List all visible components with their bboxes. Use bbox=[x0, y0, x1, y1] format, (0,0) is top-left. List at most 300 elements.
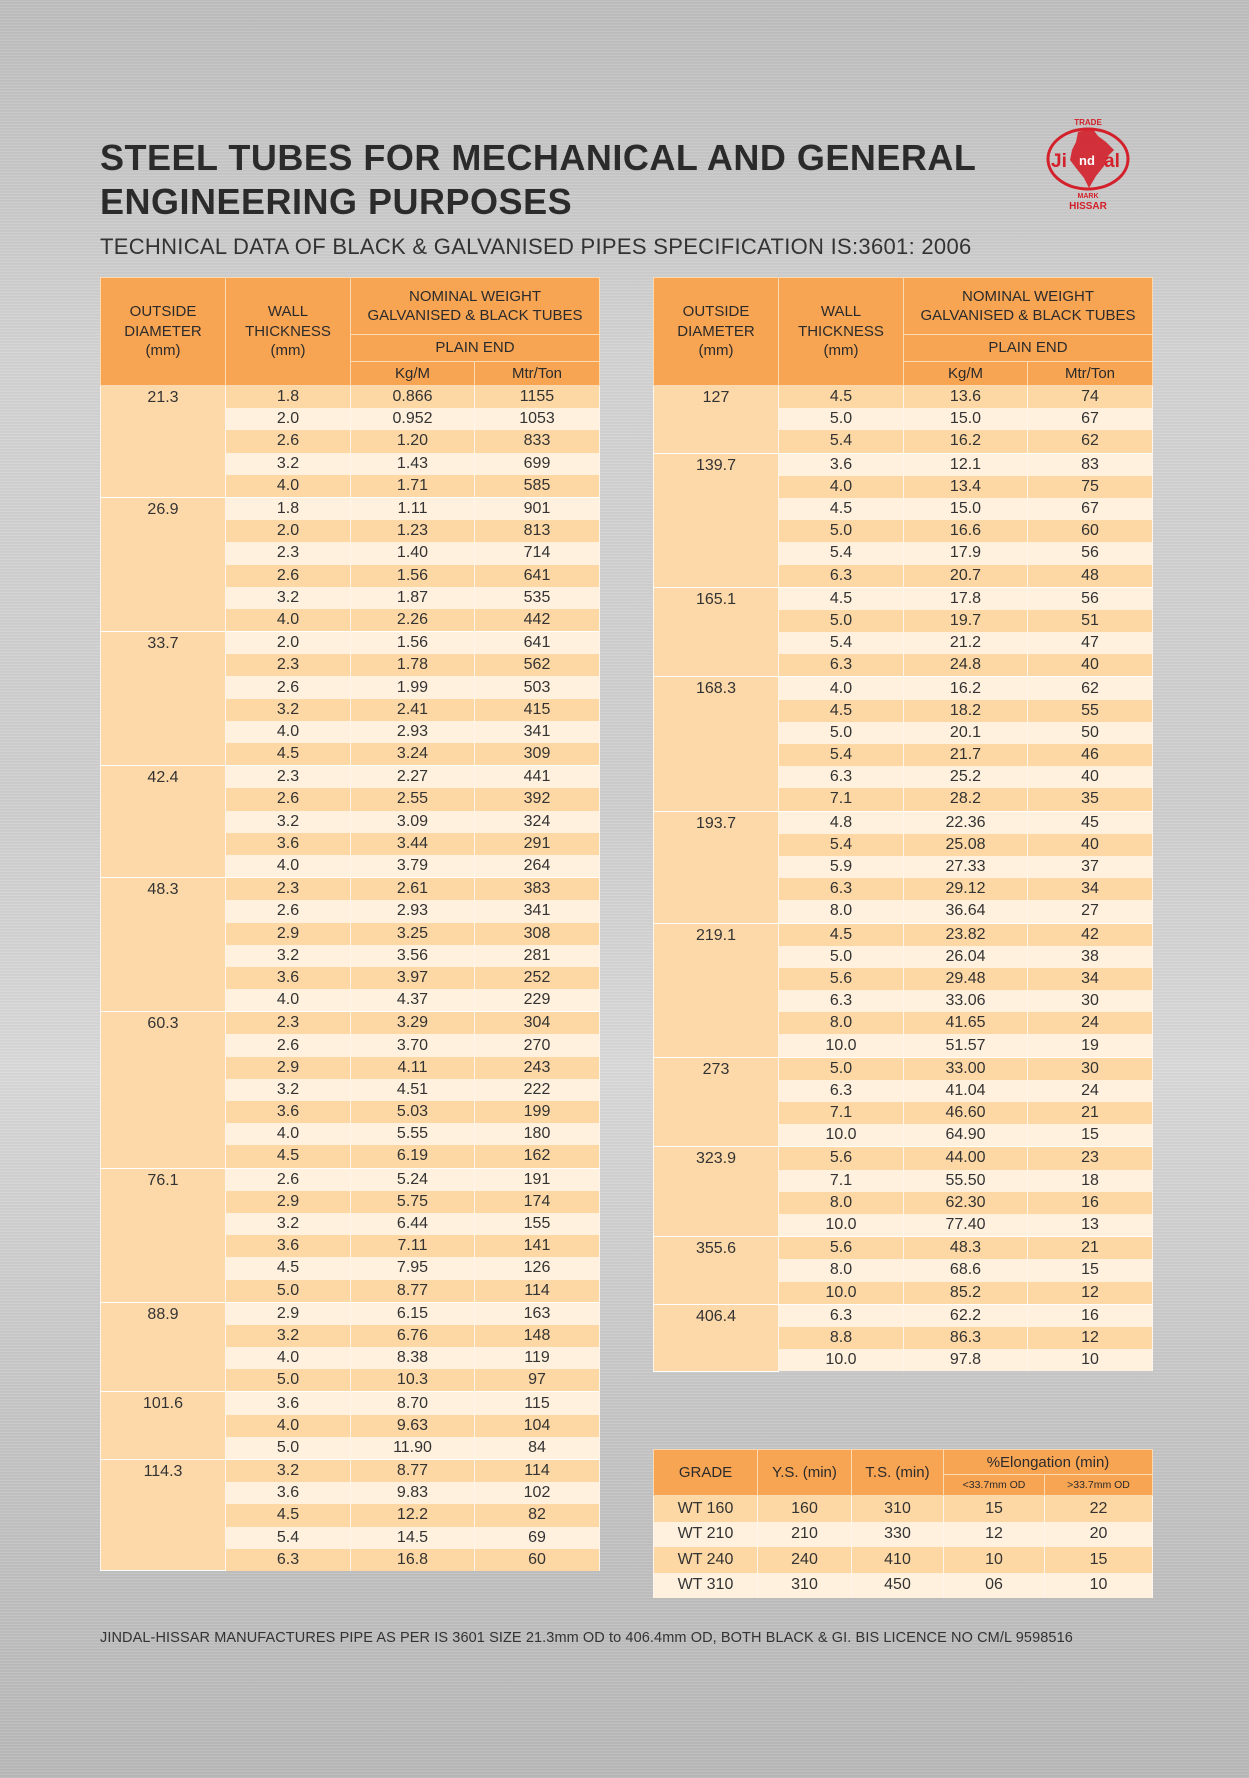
wall-thickness-cell: 4.0 bbox=[226, 855, 351, 878]
kg-per-m-cell: 3.97 bbox=[351, 967, 475, 989]
header-nominal-weight: NOMINAL WEIGHT GALVANISED & BLACK TUBES bbox=[351, 278, 600, 335]
header-wall-thickness: WALL THICKNESS (mm) bbox=[226, 278, 351, 386]
mtr-per-ton-cell: 104 bbox=[475, 1415, 600, 1437]
page-title bbox=[100, 136, 976, 224]
mtr-per-ton-cell: 1053 bbox=[475, 408, 600, 430]
mtr-per-ton-cell: 27 bbox=[1028, 900, 1153, 923]
kg-per-m-cell: 33.06 bbox=[904, 990, 1028, 1012]
header-plain-end: PLAIN END bbox=[904, 335, 1153, 362]
table-row bbox=[101, 497, 600, 520]
kg-per-m-cell: 33.00 bbox=[904, 1057, 1028, 1080]
mtr-per-ton-cell: 392 bbox=[475, 788, 600, 810]
wall-thickness-cell: 4.0 bbox=[226, 475, 351, 498]
mtr-per-ton-cell: 229 bbox=[475, 989, 600, 1012]
mtr-per-ton-cell: 34 bbox=[1028, 878, 1153, 900]
wall-thickness-cell: 5.6 bbox=[779, 1237, 904, 1260]
kg-per-m-cell: 12.2 bbox=[351, 1504, 475, 1526]
header-nominal-weight: NOMINAL WEIGHT GALVANISED & BLACK TUBES bbox=[904, 278, 1153, 335]
table-row bbox=[654, 1057, 1153, 1080]
kg-per-m-cell: 1.99 bbox=[351, 676, 475, 698]
mtr-per-ton-cell: 37 bbox=[1028, 856, 1153, 878]
mtr-per-ton-cell: 34 bbox=[1028, 968, 1153, 990]
table-row bbox=[101, 1302, 600, 1325]
mtr-per-ton-cell: 75 bbox=[1028, 476, 1153, 498]
wall-thickness-cell: 2.3 bbox=[226, 654, 351, 676]
kg-per-m-cell: 19.7 bbox=[904, 610, 1028, 632]
kg-per-m-cell: 20.7 bbox=[904, 565, 1028, 588]
page-subtitle: TECHNICAL DATA OF BLACK & GALVANISED PIPES SPECIFICATION IS:3601: 2006 bbox=[100, 234, 972, 259]
kg-per-m-cell: 97.8 bbox=[904, 1349, 1028, 1371]
mtr-per-ton-cell: 1155 bbox=[475, 386, 600, 409]
wall-thickness-cell: 2.6 bbox=[226, 430, 351, 452]
table-row bbox=[101, 632, 600, 655]
mtr-per-ton-cell: 19 bbox=[1028, 1034, 1153, 1057]
mtr-per-ton-cell: 341 bbox=[475, 721, 600, 743]
logo-trade-text: TRADE bbox=[1074, 118, 1102, 127]
kg-per-m-cell: 2.26 bbox=[351, 609, 475, 632]
header-elongation: %Elongation (min) bbox=[944, 1450, 1153, 1475]
outside-diameter-cell: 273 bbox=[654, 1057, 779, 1147]
tensile-strength-cell: 410 bbox=[852, 1547, 944, 1573]
kg-per-m-cell: 17.8 bbox=[904, 587, 1028, 610]
wall-thickness-cell: 5.9 bbox=[779, 856, 904, 878]
mtr-per-ton-cell: 441 bbox=[475, 766, 600, 789]
kg-per-m-cell: 51.57 bbox=[904, 1034, 1028, 1057]
yield-strength-cell: 160 bbox=[758, 1496, 852, 1522]
kg-per-m-cell: 29.12 bbox=[904, 878, 1028, 900]
kg-per-m-cell: 36.64 bbox=[904, 900, 1028, 923]
mtr-per-ton-cell: 40 bbox=[1028, 766, 1153, 788]
wall-thickness-cell: 3.6 bbox=[226, 833, 351, 855]
grade-cell: WT 210 bbox=[654, 1522, 758, 1548]
wall-thickness-cell: 10.0 bbox=[779, 1034, 904, 1057]
wall-thickness-cell: 2.0 bbox=[226, 408, 351, 430]
mtr-per-ton-cell: 222 bbox=[475, 1079, 600, 1101]
outside-diameter-cell: 101.6 bbox=[101, 1392, 226, 1460]
wall-thickness-cell: 2.3 bbox=[226, 542, 351, 564]
table-row bbox=[654, 1304, 1153, 1327]
kg-per-m-cell: 6.44 bbox=[351, 1213, 475, 1235]
table-row bbox=[654, 1496, 1153, 1522]
header-kg-per-m: Kg/M bbox=[351, 362, 475, 386]
wall-thickness-cell: 3.2 bbox=[226, 699, 351, 721]
header-mtr-per-ton: Mtr/Ton bbox=[475, 362, 600, 386]
mtr-per-ton-cell: 270 bbox=[475, 1034, 600, 1056]
left-pipe-table bbox=[100, 277, 600, 1571]
kg-per-m-cell: 2.27 bbox=[351, 766, 475, 789]
kg-per-m-cell: 3.79 bbox=[351, 855, 475, 878]
mtr-per-ton-cell: 102 bbox=[475, 1482, 600, 1504]
wall-thickness-cell: 10.0 bbox=[779, 1349, 904, 1371]
table-row bbox=[654, 811, 1153, 834]
mtr-per-ton-cell: 562 bbox=[475, 654, 600, 676]
table-row bbox=[654, 453, 1153, 476]
kg-per-m-cell: 16.8 bbox=[351, 1549, 475, 1571]
kg-per-m-cell: 2.61 bbox=[351, 878, 475, 901]
wall-thickness-cell: 6.3 bbox=[779, 878, 904, 900]
mtr-per-ton-cell: 62 bbox=[1028, 430, 1153, 453]
mtr-per-ton-cell: 199 bbox=[475, 1101, 600, 1123]
kg-per-m-cell: 5.03 bbox=[351, 1101, 475, 1123]
wall-thickness-cell: 1.8 bbox=[226, 497, 351, 520]
kg-per-m-cell: 13.6 bbox=[904, 386, 1028, 409]
kg-per-m-cell: 3.09 bbox=[351, 811, 475, 833]
table-row bbox=[654, 1147, 1153, 1170]
kg-per-m-cell: 3.44 bbox=[351, 833, 475, 855]
mtr-per-ton-cell: 42 bbox=[1028, 923, 1153, 946]
wall-thickness-cell: 7.1 bbox=[779, 1170, 904, 1192]
kg-per-m-cell: 1.11 bbox=[351, 497, 475, 520]
wall-thickness-cell: 5.0 bbox=[779, 610, 904, 632]
wall-thickness-cell: 4.8 bbox=[779, 811, 904, 834]
wall-thickness-cell: 8.0 bbox=[779, 1012, 904, 1034]
kg-per-m-cell: 64.90 bbox=[904, 1124, 1028, 1147]
kg-per-m-cell: 1.78 bbox=[351, 654, 475, 676]
kg-per-m-cell: 26.04 bbox=[904, 946, 1028, 968]
outside-diameter-cell: 168.3 bbox=[654, 677, 779, 811]
wall-thickness-cell: 4.0 bbox=[226, 609, 351, 632]
kg-per-m-cell: 1.71 bbox=[351, 475, 475, 498]
kg-per-m-cell: 77.40 bbox=[904, 1214, 1028, 1237]
wall-thickness-cell: 2.9 bbox=[226, 1191, 351, 1213]
kg-per-m-cell: 8.77 bbox=[351, 1280, 475, 1303]
wall-thickness-cell: 10.0 bbox=[779, 1282, 904, 1305]
wall-thickness-cell: 4.5 bbox=[779, 386, 904, 409]
mtr-per-ton-cell: 30 bbox=[1028, 990, 1153, 1012]
kg-per-m-cell: 23.82 bbox=[904, 923, 1028, 946]
wall-thickness-cell: 3.2 bbox=[226, 811, 351, 833]
mtr-per-ton-cell: 126 bbox=[475, 1257, 600, 1279]
wall-thickness-cell: 3.6 bbox=[226, 1482, 351, 1504]
elongation-large-cell: 15 bbox=[1045, 1547, 1153, 1573]
kg-per-m-cell: 29.48 bbox=[904, 968, 1028, 990]
kg-per-m-cell: 1.56 bbox=[351, 565, 475, 587]
mtr-per-ton-cell: 12 bbox=[1028, 1282, 1153, 1305]
mtr-per-ton-cell: 82 bbox=[475, 1504, 600, 1526]
jindal-trademark-logo bbox=[1026, 116, 1154, 212]
kg-per-m-cell: 4.51 bbox=[351, 1079, 475, 1101]
elongation-small-cell: 06 bbox=[944, 1573, 1045, 1599]
wall-thickness-cell: 2.0 bbox=[226, 632, 351, 655]
table-row bbox=[101, 878, 600, 901]
mtr-per-ton-cell: 40 bbox=[1028, 834, 1153, 856]
outside-diameter-cell: 60.3 bbox=[101, 1012, 226, 1168]
wall-thickness-cell: 6.3 bbox=[779, 1304, 904, 1327]
table-row bbox=[101, 1392, 600, 1415]
wall-thickness-cell: 5.0 bbox=[779, 946, 904, 968]
wall-thickness-cell: 5.0 bbox=[779, 722, 904, 744]
grade-table bbox=[653, 1449, 1153, 1598]
wall-thickness-cell: 4.5 bbox=[226, 1257, 351, 1279]
mtr-per-ton-cell: 84 bbox=[475, 1437, 600, 1460]
mtr-per-ton-cell: 415 bbox=[475, 699, 600, 721]
wall-thickness-cell: 2.6 bbox=[226, 1034, 351, 1056]
kg-per-m-cell: 68.6 bbox=[904, 1259, 1028, 1281]
wall-thickness-cell: 7.1 bbox=[779, 788, 904, 811]
logo-brand-al: al bbox=[1104, 151, 1120, 172]
mtr-per-ton-cell: 119 bbox=[475, 1347, 600, 1369]
grade-table-body bbox=[654, 1496, 1153, 1599]
kg-per-m-cell: 8.38 bbox=[351, 1347, 475, 1369]
outside-diameter-cell: 33.7 bbox=[101, 632, 226, 766]
outside-diameter-cell: 76.1 bbox=[101, 1168, 226, 1302]
mtr-per-ton-cell: 40 bbox=[1028, 654, 1153, 677]
mtr-per-ton-cell: 46 bbox=[1028, 744, 1153, 766]
kg-per-m-cell: 9.63 bbox=[351, 1415, 475, 1437]
mtr-per-ton-cell: 341 bbox=[475, 900, 600, 922]
mtr-per-ton-cell: 174 bbox=[475, 1191, 600, 1213]
mtr-per-ton-cell: 699 bbox=[475, 453, 600, 475]
wall-thickness-cell: 4.0 bbox=[226, 1415, 351, 1437]
elongation-large-cell: 20 bbox=[1045, 1522, 1153, 1548]
wall-thickness-cell: 3.6 bbox=[226, 1101, 351, 1123]
mtr-per-ton-cell: 51 bbox=[1028, 610, 1153, 632]
wall-thickness-cell: 10.0 bbox=[779, 1124, 904, 1147]
kg-per-m-cell: 15.0 bbox=[904, 498, 1028, 520]
outside-diameter-cell: 139.7 bbox=[654, 453, 779, 587]
footer-note: JINDAL-HISSAR MANUFACTURES PIPE AS PER IS 3601 SIZE 21.3mm OD to 406.4mm OD, BOTH BLACK & GI. BIS LICENCE NO CM/L 9598516 bbox=[100, 1630, 1073, 1646]
kg-per-m-cell: 1.20 bbox=[351, 430, 475, 452]
header-grade: GRADE bbox=[654, 1450, 758, 1496]
mtr-per-ton-cell: 23 bbox=[1028, 1147, 1153, 1170]
wall-thickness-cell: 8.0 bbox=[779, 1259, 904, 1281]
wall-thickness-cell: 4.5 bbox=[226, 1145, 351, 1168]
wall-thickness-cell: 4.5 bbox=[226, 743, 351, 766]
wall-thickness-cell: 6.3 bbox=[779, 766, 904, 788]
mtr-per-ton-cell: 38 bbox=[1028, 946, 1153, 968]
outside-diameter-cell: 114.3 bbox=[101, 1460, 226, 1571]
mtr-per-ton-cell: 535 bbox=[475, 587, 600, 609]
header-elongation-small-od: <33.7mm OD bbox=[944, 1475, 1045, 1496]
kg-per-m-cell: 22.36 bbox=[904, 811, 1028, 834]
table-row bbox=[654, 677, 1153, 700]
header-plain-end: PLAIN END bbox=[351, 335, 600, 362]
kg-per-m-cell: 4.11 bbox=[351, 1057, 475, 1079]
mtr-per-ton-cell: 585 bbox=[475, 475, 600, 498]
wall-thickness-cell: 5.0 bbox=[226, 1437, 351, 1460]
wall-thickness-cell: 5.6 bbox=[779, 1147, 904, 1170]
kg-per-m-cell: 62.30 bbox=[904, 1192, 1028, 1214]
outside-diameter-cell: 165.1 bbox=[654, 587, 779, 677]
wall-thickness-cell: 10.0 bbox=[779, 1214, 904, 1237]
outside-diameter-cell: 88.9 bbox=[101, 1302, 226, 1392]
wall-thickness-cell: 4.5 bbox=[779, 923, 904, 946]
mtr-per-ton-cell: 281 bbox=[475, 945, 600, 967]
yield-strength-cell: 210 bbox=[758, 1522, 852, 1548]
mtr-per-ton-cell: 13 bbox=[1028, 1214, 1153, 1237]
wall-thickness-cell: 4.0 bbox=[226, 989, 351, 1012]
kg-per-m-cell: 5.75 bbox=[351, 1191, 475, 1213]
kg-per-m-cell: 6.15 bbox=[351, 1302, 475, 1325]
mtr-per-ton-cell: 309 bbox=[475, 743, 600, 766]
wall-thickness-cell: 3.2 bbox=[226, 945, 351, 967]
mtr-per-ton-cell: 24 bbox=[1028, 1080, 1153, 1102]
kg-per-m-cell: 2.55 bbox=[351, 788, 475, 810]
mtr-per-ton-cell: 304 bbox=[475, 1012, 600, 1035]
logo-city-text: HISSAR bbox=[1069, 201, 1107, 212]
kg-per-m-cell: 5.24 bbox=[351, 1168, 475, 1191]
wall-thickness-cell: 4.0 bbox=[226, 721, 351, 743]
mtr-per-ton-cell: 56 bbox=[1028, 542, 1153, 564]
mtr-per-ton-cell: 114 bbox=[475, 1460, 600, 1483]
title-line-1: STEEL TUBES FOR MECHANICAL AND GENERAL bbox=[100, 137, 977, 178]
wall-thickness-cell: 2.3 bbox=[226, 766, 351, 789]
grade-cell: WT 310 bbox=[654, 1573, 758, 1599]
wall-thickness-cell: 4.5 bbox=[779, 700, 904, 722]
mtr-per-ton-cell: 324 bbox=[475, 811, 600, 833]
mtr-per-ton-cell: 114 bbox=[475, 1280, 600, 1303]
kg-per-m-cell: 0.952 bbox=[351, 408, 475, 430]
table-row bbox=[654, 1522, 1153, 1548]
kg-per-m-cell: 25.08 bbox=[904, 834, 1028, 856]
wall-thickness-cell: 2.9 bbox=[226, 923, 351, 945]
mtr-per-ton-cell: 383 bbox=[475, 878, 600, 901]
kg-per-m-cell: 44.00 bbox=[904, 1147, 1028, 1170]
wall-thickness-cell: 2.6 bbox=[226, 900, 351, 922]
wall-thickness-cell: 6.3 bbox=[779, 654, 904, 677]
yield-strength-cell: 240 bbox=[758, 1547, 852, 1573]
kg-per-m-cell: 16.6 bbox=[904, 520, 1028, 542]
wall-thickness-cell: 5.0 bbox=[226, 1280, 351, 1303]
wall-thickness-cell: 3.6 bbox=[226, 1392, 351, 1415]
mtr-per-ton-cell: 60 bbox=[475, 1549, 600, 1571]
wall-thickness-cell: 5.4 bbox=[779, 542, 904, 564]
logo-brand-nd: nd bbox=[1079, 153, 1095, 168]
table-row bbox=[654, 386, 1153, 409]
tensile-strength-cell: 450 bbox=[852, 1573, 944, 1599]
outside-diameter-cell: 193.7 bbox=[654, 811, 779, 923]
mtr-per-ton-cell: 83 bbox=[1028, 453, 1153, 476]
outside-diameter-cell: 48.3 bbox=[101, 878, 226, 1012]
wall-thickness-cell: 6.3 bbox=[779, 1080, 904, 1102]
header-elongation-large-od: >33.7mm OD bbox=[1045, 1475, 1153, 1496]
kg-per-m-cell: 9.83 bbox=[351, 1482, 475, 1504]
kg-per-m-cell: 24.8 bbox=[904, 654, 1028, 677]
kg-per-m-cell: 3.25 bbox=[351, 923, 475, 945]
title-line-2: ENGINEERING PURPOSES bbox=[100, 181, 573, 222]
table-row bbox=[654, 1573, 1153, 1599]
table-row bbox=[101, 1460, 600, 1483]
mtr-per-ton-cell: 901 bbox=[475, 497, 600, 520]
kg-per-m-cell: 6.76 bbox=[351, 1325, 475, 1347]
kg-per-m-cell: 41.04 bbox=[904, 1080, 1028, 1102]
wall-thickness-cell: 4.5 bbox=[226, 1504, 351, 1526]
mtr-per-ton-cell: 12 bbox=[1028, 1327, 1153, 1349]
kg-per-m-cell: 85.2 bbox=[904, 1282, 1028, 1305]
kg-per-m-cell: 1.87 bbox=[351, 587, 475, 609]
wall-thickness-cell: 3.2 bbox=[226, 1325, 351, 1347]
table-row bbox=[654, 1547, 1153, 1573]
table-row bbox=[101, 1168, 600, 1191]
kg-per-m-cell: 13.4 bbox=[904, 476, 1028, 498]
mtr-per-ton-cell: 714 bbox=[475, 542, 600, 564]
wall-thickness-cell: 8.0 bbox=[779, 1192, 904, 1214]
wall-thickness-cell: 4.0 bbox=[226, 1123, 351, 1145]
wall-thickness-cell: 2.3 bbox=[226, 878, 351, 901]
wall-thickness-cell: 5.0 bbox=[779, 1057, 904, 1080]
outside-diameter-cell: 42.4 bbox=[101, 766, 226, 878]
tensile-strength-cell: 330 bbox=[852, 1522, 944, 1548]
table-row bbox=[101, 766, 600, 789]
mtr-per-ton-cell: 67 bbox=[1028, 408, 1153, 430]
elongation-small-cell: 10 bbox=[944, 1547, 1045, 1573]
mtr-per-ton-cell: 264 bbox=[475, 855, 600, 878]
wall-thickness-cell: 5.4 bbox=[779, 834, 904, 856]
wall-thickness-cell: 5.4 bbox=[226, 1527, 351, 1549]
wall-thickness-cell: 5.6 bbox=[779, 968, 904, 990]
mtr-per-ton-cell: 15 bbox=[1028, 1259, 1153, 1281]
kg-per-m-cell: 3.24 bbox=[351, 743, 475, 766]
wall-thickness-cell: 4.0 bbox=[779, 677, 904, 700]
wall-thickness-cell: 3.6 bbox=[779, 453, 904, 476]
wall-thickness-cell: 6.3 bbox=[226, 1549, 351, 1571]
mtr-per-ton-cell: 48 bbox=[1028, 565, 1153, 588]
wall-thickness-cell: 3.2 bbox=[226, 453, 351, 475]
wall-thickness-cell: 2.0 bbox=[226, 520, 351, 542]
wall-thickness-cell: 4.0 bbox=[779, 476, 904, 498]
outside-diameter-cell: 127 bbox=[654, 386, 779, 454]
kg-per-m-cell: 2.93 bbox=[351, 900, 475, 922]
wall-thickness-cell: 2.6 bbox=[226, 565, 351, 587]
wall-thickness-cell: 5.4 bbox=[779, 632, 904, 654]
wall-thickness-cell: 5.0 bbox=[226, 1369, 351, 1392]
kg-per-m-cell: 1.43 bbox=[351, 453, 475, 475]
grade-cell: WT 160 bbox=[654, 1496, 758, 1522]
outside-diameter-cell: 355.6 bbox=[654, 1237, 779, 1305]
table-row bbox=[654, 923, 1153, 946]
header-yield-strength: Y.S. (min) bbox=[758, 1450, 852, 1496]
header-tensile-strength: T.S. (min) bbox=[852, 1450, 944, 1496]
wall-thickness-cell: 5.4 bbox=[779, 430, 904, 453]
kg-per-m-cell: 8.77 bbox=[351, 1460, 475, 1483]
mtr-per-ton-cell: 45 bbox=[1028, 811, 1153, 834]
tensile-strength-cell: 310 bbox=[852, 1496, 944, 1522]
kg-per-m-cell: 0.866 bbox=[351, 386, 475, 409]
kg-per-m-cell: 28.2 bbox=[904, 788, 1028, 811]
mtr-per-ton-cell: 16 bbox=[1028, 1304, 1153, 1327]
kg-per-m-cell: 1.56 bbox=[351, 632, 475, 655]
mtr-per-ton-cell: 162 bbox=[475, 1145, 600, 1168]
mtr-per-ton-cell: 97 bbox=[475, 1369, 600, 1392]
wall-thickness-cell: 6.3 bbox=[779, 990, 904, 1012]
kg-per-m-cell: 3.29 bbox=[351, 1012, 475, 1035]
mtr-per-ton-cell: 18 bbox=[1028, 1170, 1153, 1192]
kg-per-m-cell: 10.3 bbox=[351, 1369, 475, 1392]
mtr-per-ton-cell: 252 bbox=[475, 967, 600, 989]
wall-thickness-cell: 2.6 bbox=[226, 1168, 351, 1191]
mtr-per-ton-cell: 24 bbox=[1028, 1012, 1153, 1034]
kg-per-m-cell: 2.93 bbox=[351, 721, 475, 743]
kg-per-m-cell: 3.56 bbox=[351, 945, 475, 967]
wall-thickness-cell: 3.2 bbox=[226, 587, 351, 609]
kg-per-m-cell: 15.0 bbox=[904, 408, 1028, 430]
logo-brand-ji: Ji bbox=[1051, 151, 1067, 172]
header-outside-diameter: OUTSIDE DIAMETER (mm) bbox=[101, 278, 226, 386]
wall-thickness-cell: 3.2 bbox=[226, 1460, 351, 1483]
kg-per-m-cell: 55.50 bbox=[904, 1170, 1028, 1192]
mtr-per-ton-cell: 243 bbox=[475, 1057, 600, 1079]
mtr-per-ton-cell: 21 bbox=[1028, 1102, 1153, 1124]
table-row bbox=[101, 1012, 600, 1035]
elongation-large-cell: 22 bbox=[1045, 1496, 1153, 1522]
kg-per-m-cell: 7.11 bbox=[351, 1235, 475, 1257]
kg-per-m-cell: 7.95 bbox=[351, 1257, 475, 1279]
mtr-per-ton-cell: 60 bbox=[1028, 520, 1153, 542]
kg-per-m-cell: 25.2 bbox=[904, 766, 1028, 788]
grade-cell: WT 240 bbox=[654, 1547, 758, 1573]
kg-per-m-cell: 62.2 bbox=[904, 1304, 1028, 1327]
wall-thickness-cell: 5.0 bbox=[779, 520, 904, 542]
